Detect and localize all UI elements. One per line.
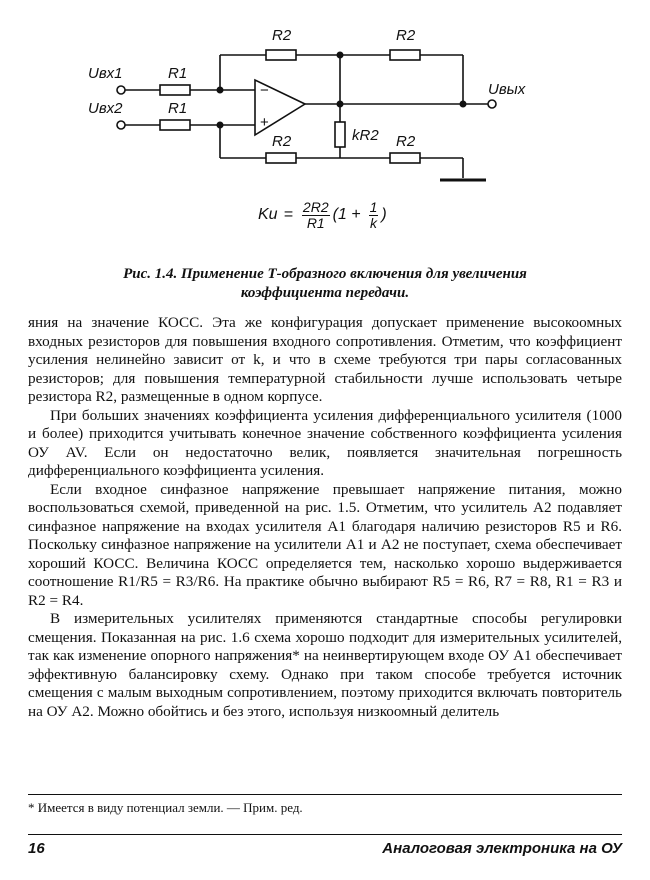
label-r1-top: R1 [168, 65, 188, 82]
formula-end: ) [381, 206, 387, 224]
formula-den2: k [370, 214, 378, 231]
label-uvx2: Uвх2 [88, 100, 123, 117]
label-r2-bottom-right: R2 [396, 133, 416, 150]
gain-formula [258, 200, 387, 230]
formula-den1: R1 [306, 214, 325, 231]
paragraph-1: яния на значение КОСС. Эта же конфигурация допускает применение высокоомных входных резисторов для повышения входного сопротивления. Отметим, что коэффициент усиления нелинейно зависит от k, и что в схеме требуются три пары согласованных резисторов; для повышения температурной стабильности лучше использовать четыре резистора R2, размещенные в одном корпусе. [28, 314, 622, 405]
formula-lhs: Ku [258, 206, 278, 224]
label-r2-top-right: R2 [396, 27, 416, 44]
formula-eq: = [283, 206, 293, 224]
footnote-divider [28, 794, 622, 795]
footer-divider [28, 834, 622, 835]
formula-fraction-1 [302, 200, 330, 230]
caption-line-2: коэффициента передачи. [240, 285, 410, 301]
page-number: 16 [28, 840, 45, 857]
formula-mid: (1 + [332, 206, 361, 224]
formula-num1: 2R2 [302, 199, 329, 215]
label-r1-bottom: R1 [168, 100, 188, 117]
opamp-plus-sign: + [260, 114, 269, 131]
body-text [28, 314, 622, 721]
label-uout: Uвых [488, 81, 526, 98]
label-r2-top-left: R2 [272, 27, 292, 44]
label-r2-bottom-left: R2 [272, 133, 292, 150]
footnote: * Имеется в виду потенциал земли. — Прим. ред. [28, 800, 303, 815]
formula-num2: 1 [369, 199, 378, 215]
formula-fraction-2 [369, 200, 379, 230]
label-kr2: kR2 [352, 127, 379, 144]
book-title: Аналоговая электроника на ОУ [382, 840, 622, 857]
paragraph-3: Если входное синфазное напряжение превышает напряжение питания, можно воспользоваться схемой, приведенной на рис. 1.5. Отметим, что усилитель A2 подавляет синфазное напряжение на входах усилителя A1 благодаря наличию резисторов R5 и R6. Поскольку синфазное напряжение на усилители A1 и A2 не поступает, схема обеспечивает хороший КОСС. Величина КОСС определяется тем, насколько хорошо выдерживается соотношение R1/R5 = R3/R6. На практике обычно выбирают R5 = R6, R7 = R8, R1 = R3 и R2 = R4. [28, 480, 622, 609]
opamp-minus-sign: − [260, 82, 269, 99]
label-uvx1: Uвх1 [88, 65, 123, 82]
figure-caption [70, 265, 580, 303]
paragraph-4: В измерительных усилителях применяются стандартные способы регулировки смещения. Показанная на рис. 1.6 схема хорошо подходит для измерительных усилителей, так как изменение опорного напряжения* на неинвертирующем входе ОУ A1 обеспечивает эффективную балансировку схему. Однако при таком способе требуется источник смещения с малым выходным сопротивлением, поэтому приходится включать повторитель на ОУ A2. Можно обойтись и без этого, используя низкоомный делитель [28, 610, 622, 720]
paragraph-2: При больших значениях коэффициента усиления дифференциального усилителя (1000 и более) приходится учитывать конечное значение собственного коэффициента усиления ОУ AV. Если он недостаточно велик, появляется значительная погрешность дифференциального коэффициента усиления. [28, 406, 622, 479]
caption-line-1: Рис. 1.4. Применение Т-образного включения для увеличения [123, 266, 527, 282]
